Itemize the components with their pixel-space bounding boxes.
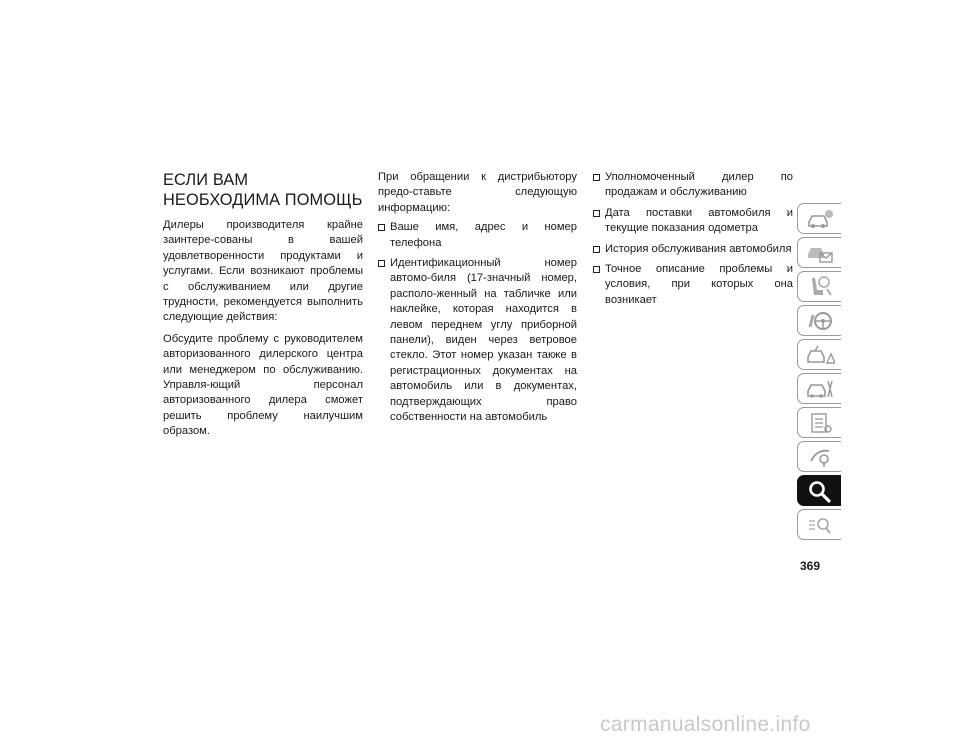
service-checklist-icon: [805, 411, 835, 435]
car-mail-icon: [805, 241, 835, 265]
info-list-continued: [593, 170, 793, 308]
car-tools-icon: [805, 377, 835, 401]
list-item: Уполномоченный дилер по продажам и обслуживанию: [593, 170, 793, 201]
steering-wheel-icon: [805, 309, 835, 333]
tab-safety[interactable]: [797, 271, 841, 302]
tab-vehicle-mail[interactable]: [797, 237, 841, 268]
tab-starting-driving[interactable]: [797, 305, 841, 336]
checkbox-bullet-icon: [378, 224, 385, 231]
tab-servicing[interactable]: [797, 373, 841, 404]
checkbox-bullet-icon: [378, 260, 385, 267]
car-warning-icon: [805, 343, 835, 367]
column-3: [593, 170, 793, 313]
car-info-icon: [805, 207, 835, 231]
page-number: 369: [799, 559, 820, 573]
list-item: Дата поставки автомобиля и текущие показания одометра: [593, 206, 793, 237]
checkbox-bullet-icon: [593, 266, 600, 273]
checkbox-bullet-icon: [593, 174, 600, 181]
tab-emergency[interactable]: [797, 339, 841, 370]
column-1: [163, 170, 363, 446]
seat-airbag-icon: [805, 275, 835, 299]
paragraph-discuss: Обсудите проблему с руководителем авторизованного дилерского центра или менеджером по обслуживанию. Управля-ющий персонал авторизованного дилера сможет решить проблему наилучшим образом.: [163, 332, 363, 438]
tab-index[interactable]: [797, 509, 841, 540]
list-item: Идентификационный номер автомо-биля (17-значный номер, располо-женный на табличке или наклейке, которая находится в левом переднем углу приборной панели), виден через ветровое стекло. Этот номер указан также в регистрационных документах на автомобиль или в документах, подтверждающих право собственности на автомобиль: [378, 256, 577, 425]
multimedia-icon: [805, 445, 835, 469]
checkbox-bullet-icon: [593, 210, 600, 217]
info-list: [378, 220, 577, 425]
tab-customer-assistance[interactable]: [797, 475, 841, 506]
section-heading: ЕСЛИ ВАМ НЕОБХОДИМА ПОМОЩЬ: [163, 171, 363, 209]
paragraph-intro: Дилеры производителя крайне заинтере-сованы в вашей удовлетворенности продуктами и услугами. Если возникают проблемы с обслуживанием или другие трудности, рекомендуется выполнить следующие действия:: [163, 219, 363, 324]
search-icon: [805, 479, 835, 503]
column-2: [378, 170, 577, 431]
info-intro: При обращении к дистрибьютору предо-ставьте следующую информацию:: [378, 171, 577, 214]
tab-multimedia[interactable]: [797, 441, 841, 472]
list-item: Ваше имя, адрес и номер телефона: [378, 220, 577, 251]
list-item: История обслуживания автомобиля: [593, 242, 793, 257]
watermark-text: carmanualsonline.info: [600, 713, 811, 736]
tab-vehicle-info[interactable]: [797, 203, 841, 234]
tab-technical-specs[interactable]: [797, 407, 841, 438]
checkbox-bullet-icon: [593, 246, 600, 253]
index-icon: [805, 513, 835, 537]
list-item: Точное описание проблемы и условия, при которых она возникает: [593, 262, 793, 308]
chapter-tabs: [797, 203, 841, 543]
